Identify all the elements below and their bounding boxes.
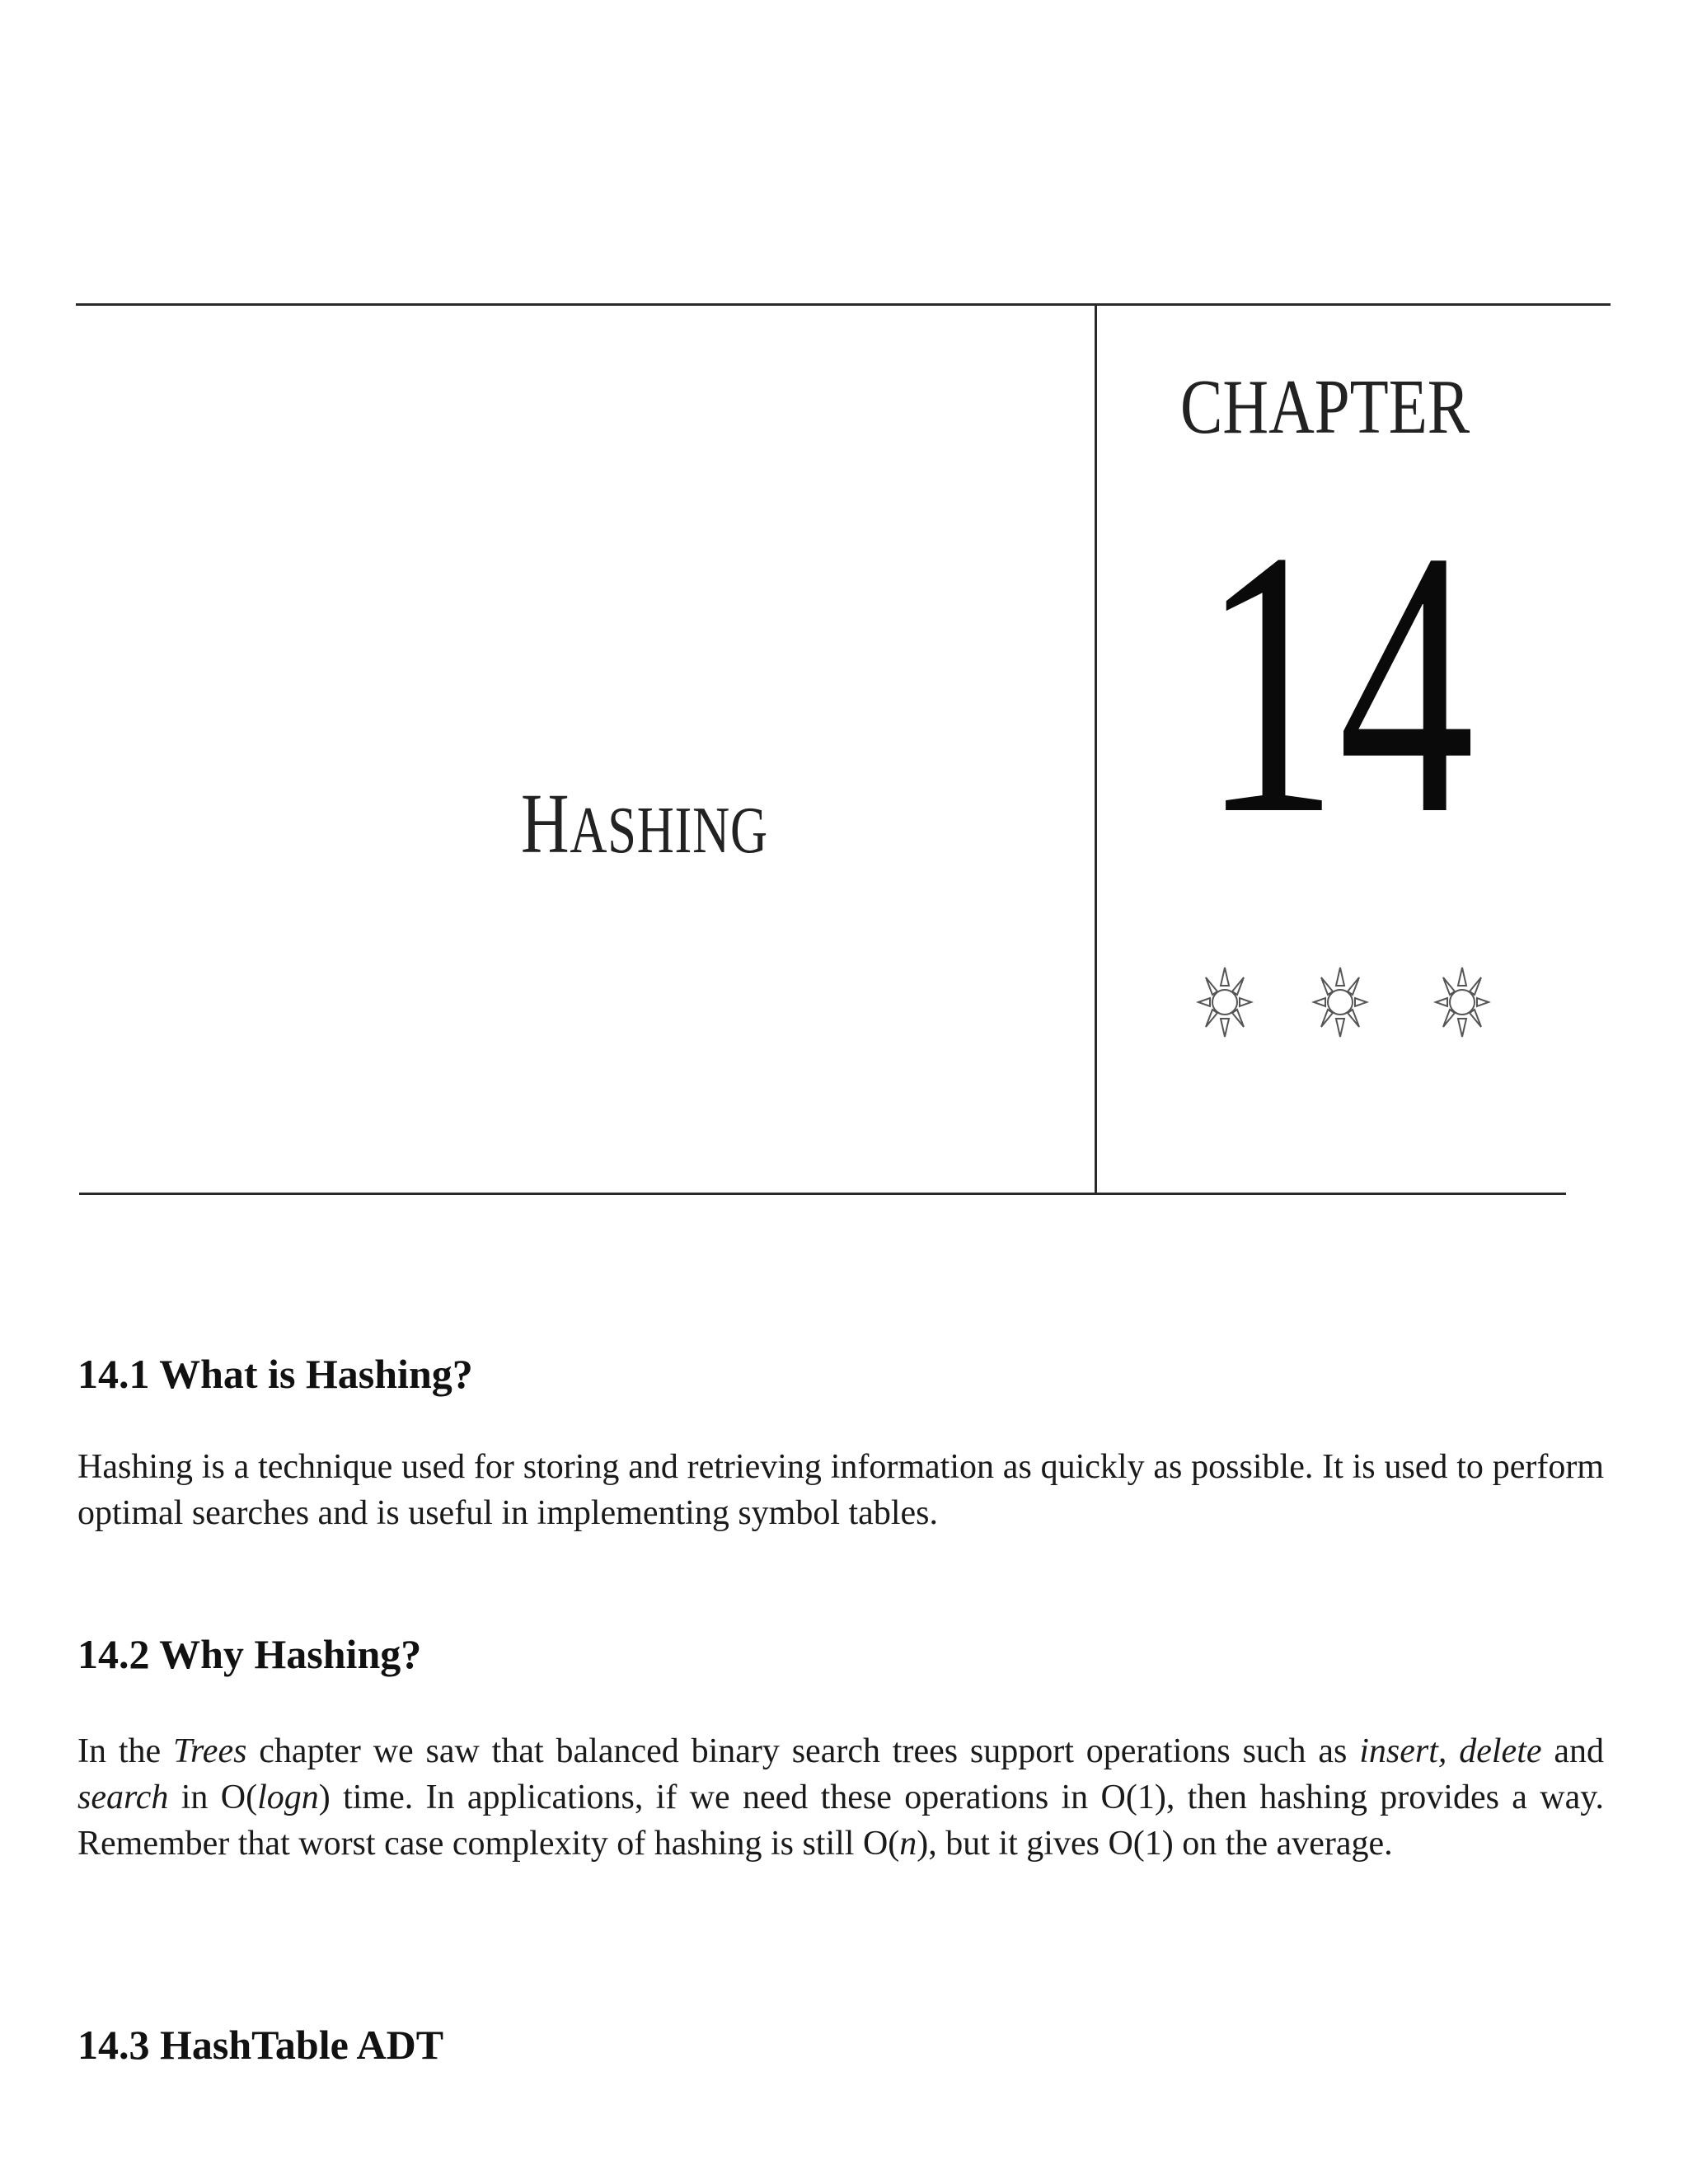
- ornament-row: [1187, 961, 1500, 1052]
- section-paragraph-14-2: [77, 1728, 1604, 1867]
- italic-term-trees: Trees: [172, 1732, 247, 1770]
- italic-term-n: n: [899, 1825, 917, 1863]
- chapter-title: [521, 775, 768, 871]
- italic-term-insert-delete: insert, delete: [1359, 1732, 1542, 1770]
- italic-term-logn: logn: [257, 1779, 319, 1816]
- section-heading-14-1: 14.1 What is Hashing?: [77, 1351, 473, 1397]
- paragraph-text: Hashing is a technique used for storing and retrieving information as quickly as possible. It is used to perform optimal searches and is useful in implementing symbol tables.: [77, 1448, 1604, 1532]
- chapter-title-rest: ASHING: [570, 794, 768, 867]
- chapter-label: CHAPTER: [1180, 364, 1470, 450]
- sun-ornament-icon: [1311, 961, 1370, 1043]
- top-rule: [76, 303, 1611, 306]
- sun-ornament-icon: [1195, 961, 1254, 1043]
- section-heading-14-2: 14.2 Why Hashing?: [77, 1631, 422, 1677]
- chapter-number: 14: [1202, 472, 1475, 893]
- vertical-divider: [1095, 303, 1097, 1195]
- sun-ornament-icon: [1432, 961, 1492, 1043]
- chapter-title-initial: H: [521, 776, 570, 871]
- italic-term-search: search: [77, 1779, 169, 1816]
- section-paragraph-14-1: [77, 1444, 1604, 1536]
- paragraph-text: In the Trees chapter we saw that balanced binary search trees support operations such as insert, delete and search in O(logn) time. In applications, if we need these operations in O(1), then hashing provides a way. Remember that worst case complexity of hashing is still O(n), but it gives O(1) on the average.: [77, 1732, 1604, 1863]
- bottom-rule: [79, 1193, 1566, 1195]
- section-heading-14-3: 14.3 HashTable ADT: [77, 2022, 444, 2068]
